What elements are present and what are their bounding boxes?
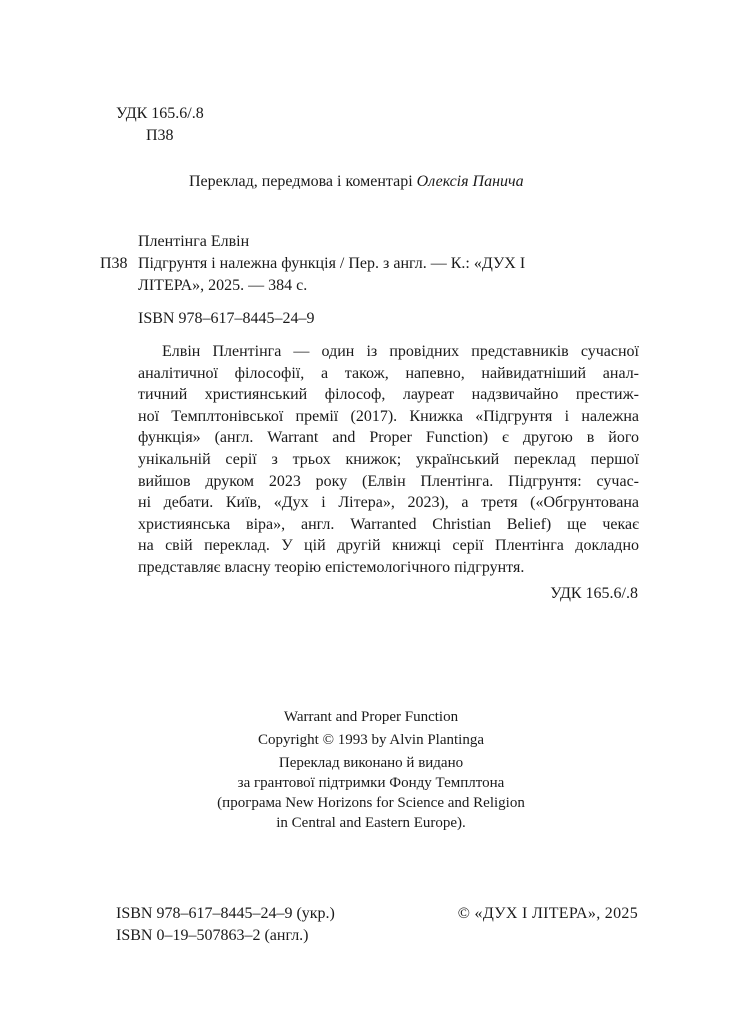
translation-credit-prefix: Переклад, передмова і коментарі (189, 173, 417, 190)
annotation-line: представляє власну теорію епістемологічного підгрунтя. (138, 558, 525, 576)
grant-line: in Central and Eastern Europe). (276, 815, 466, 831)
grant-line: (програма New Horizons for Science and Religion (217, 795, 525, 811)
annotation-line: на свій переклад. У цій другій книжці серії Плентінга докладно (138, 537, 639, 555)
translator-name: Олексія Панича (416, 173, 524, 190)
catalog-isbn: ISBN 978–617–8445–24–9 (138, 310, 315, 327)
annotation-paragraph (138, 341, 639, 579)
annotation-udk: УДК 165.6/.8 (550, 585, 638, 602)
grant-line: за грантової підтримки Фонду Темплтона (237, 775, 505, 791)
catalog-title-line-1: Підгрунтя і належна функція / Пер. з англ. — К.: «ДУХ І (138, 255, 526, 272)
footer-isbn-ukr: ISBN 978–617–8445–24–9 (укр.) (116, 905, 335, 922)
annotation-line: унікальній серії з трьох книжок; український переклад першої (138, 450, 639, 468)
credits-block (180, 707, 562, 833)
catalog-author: Плентінга Елвін (138, 233, 250, 250)
annotation-line: християнська віра», англ. Warranted Christian Belief) ще чекає (138, 515, 639, 533)
grant-line: Переклад виконано й видано (278, 755, 464, 771)
catalog-title-line-2: ЛІТЕРА», 2025. — 384 с. (138, 277, 308, 294)
footer-isbn-eng: ISBN 0–19–507863–2 (англ.) (116, 927, 309, 944)
annotation-line: Елвін Плентінга — один із провідних представників сучасної (162, 343, 639, 360)
annotation-line: вийшов друком 2023 року (Елвін Плентінга. Підгрунтя: сучас- (138, 472, 639, 490)
udk-code-top: УДК 165.6/.8 (116, 105, 204, 122)
annotation-line: ної Темплтонівської премії (2017). Книжка «Підгрунтя і належна (138, 407, 639, 425)
annotation-line: тичний християнський філософ, лауреат надзвичайно престиж- (138, 386, 639, 404)
original-title: Warrant and Proper Function (283, 709, 459, 725)
author-sign-top: П38 (146, 127, 174, 144)
annotation-line: аналітичної філософії, а також, напевно, найвидатніший анал- (138, 364, 639, 382)
annotation-line: функція» (англ. Warrant and Proper Function) є другою в його (138, 429, 639, 447)
translation-credit (189, 172, 524, 192)
annotation-line: ні дебати. Київ, «Дух і Літера», 2023), а третя («Обгрунтована (138, 494, 639, 512)
catalog-sign: П38 (100, 255, 128, 272)
publisher-copyright: © «ДУХ І ЛІТЕРА», 2025 (457, 905, 638, 922)
copyright-line: Copyright © 1993 by Alvin Plantinga (258, 732, 484, 748)
